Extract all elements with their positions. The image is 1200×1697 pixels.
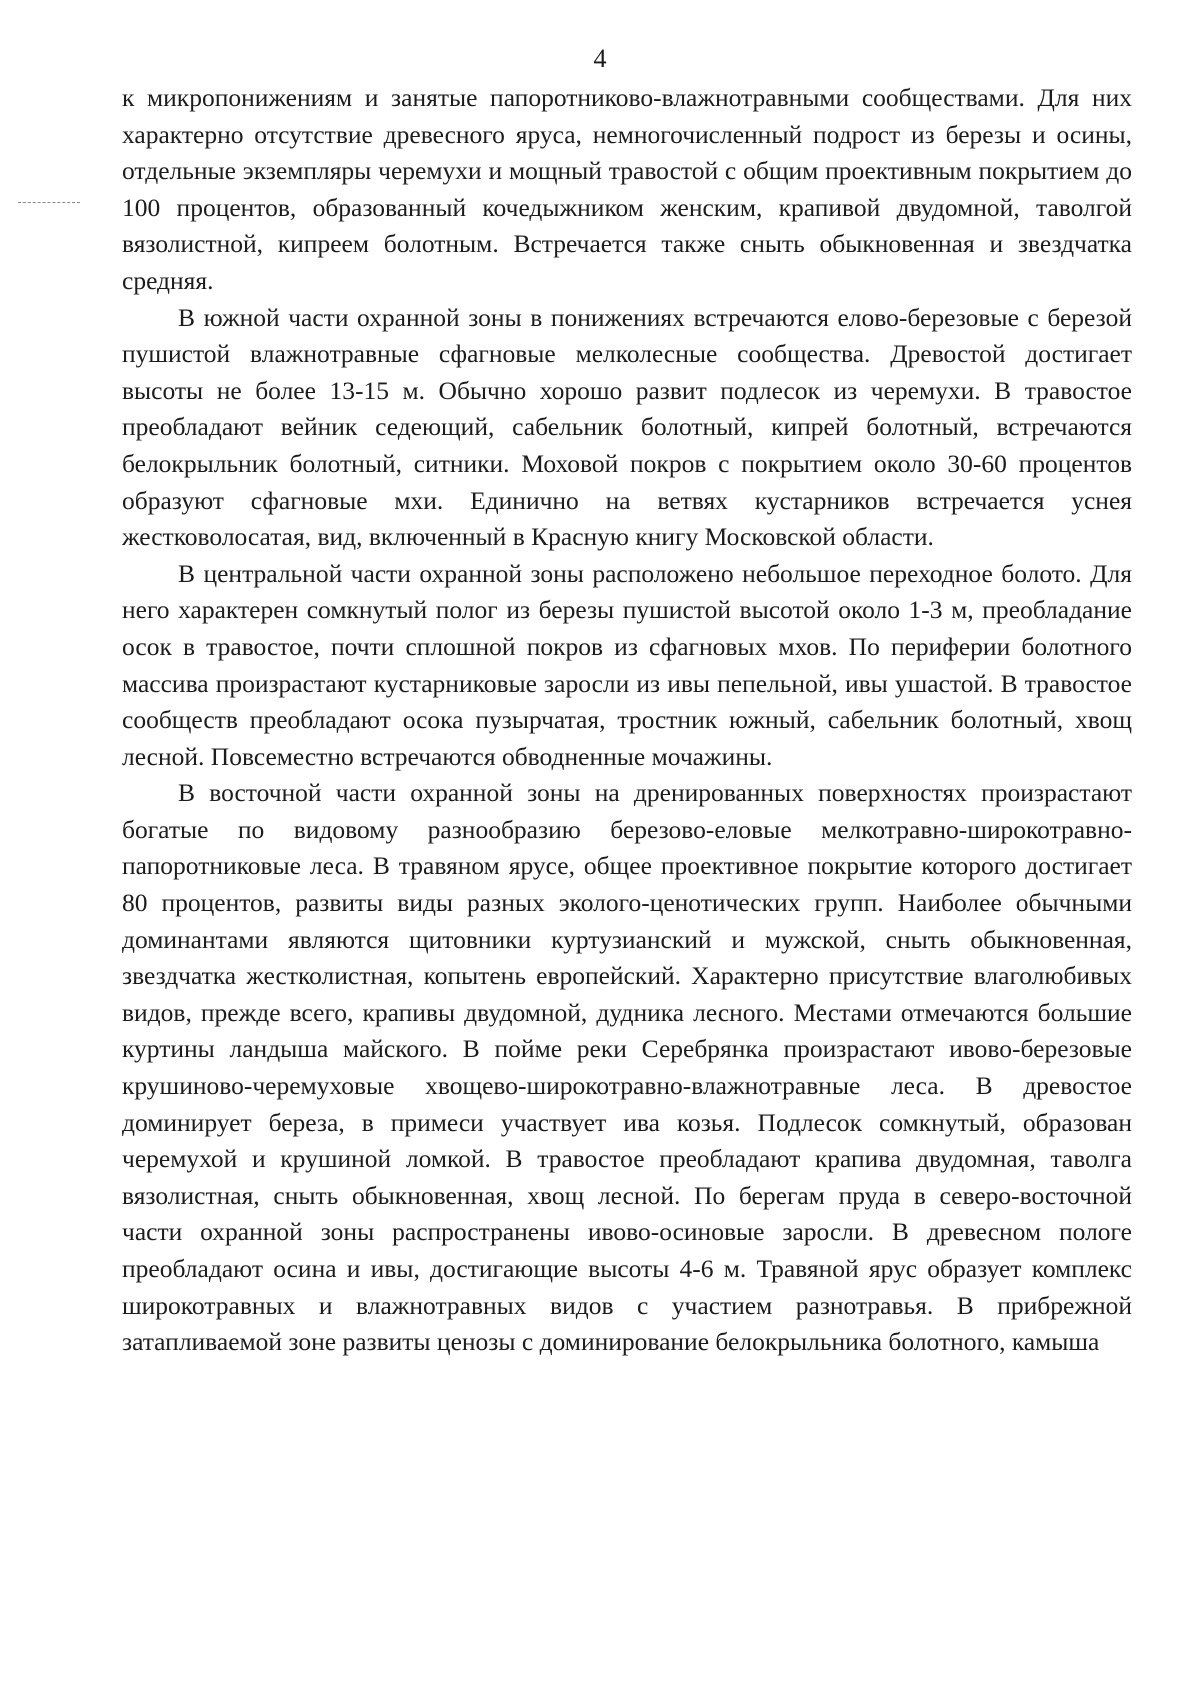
document-body: [122, 80, 1132, 1361]
paragraph-continuation: к микропонижениям и занятые папоротниково-влажнотравными сообществами. Для них характерно отсутствие древесного яруса, немногочисленный подрост из березы и осины, отдельные экземпляры черемухи и мощный травостой с общим проективным покрытием до 100 процентов, образованный кочедыжником женским, крапивой двудомной, таволгой вязолистной, кипреем болотным. Встречается также сныть обыкновенная и звездчатка средняя.: [122, 83, 1132, 295]
margin-scan-mark: [18, 202, 80, 203]
paragraph-southern-part: В южной части охранной зоны в понижениях встречаются елово-березовые с березой пушистой влажнотравные сфагновые мелколесные сообщества. Древостой достигает высоты не более 13-15 м. Обычно хорошо развит подлесок из черемухи. В травостое преобладают вейник седеющий, сабельник болотный, кипрей болотный, встречаются белокрыльник болотный, ситники. Моховой покров с покрытием около 30-60 процентов образуют сфагновые мхи. Единично на ветвях кустарников встречается уснея жестковолосатая, вид, включенный в Красную книгу Московской области.: [122, 302, 1132, 552]
paragraph-eastern-part: В восточной части охранной зоны на дренированных поверхностях произрастают богатые по видовому разнообразию березово-еловые мелкотравно-широкотравно-папоротниковые леса. В травяном ярусе, общее проективное покрытие которого достигает 80 процентов, развиты виды разных эколого-ценотических групп. Наиболее обычными доминантами являются щитовники куртузианский и мужской, сныть обыкновенная, звездчатка жестколистная, копытень европейский. Характерно присутствие влаголюбивых видов, прежде всего, крапивы двудомной, дудника лесного. Местами отмечаются большие куртины ландыша майского. В пойме реки Серебрянка произрастают ивово-березовые крушиново-черемуховые хвощево-широкотравно-влажнотравные леса. В древостое доминирует береза, в примеси участвует ива козья. Подлесок сомкнутый, образован черемухой и крушиной ломкой. В травостое преобладают крапива двудомная, таволга вязолистная, сныть обыкновенная, хвощ лесной. По берегам пруда в северо-восточной части охранной зоны распространены ивово-осиновые заросли. В древесном пологе преобладают осина и ивы, достигающие высоты 4-6 м. Травяной ярус образует комплекс широкотравных и влажнотравных видов с участием разнотравья. В прибрежной затапливаемой зоне развиты ценозы с доминирование белокрыльника болотного, камыша: [122, 778, 1132, 1357]
paragraph-central-part: В центральной части охранной зоны расположено небольшое переходное болото. Для него характерен сомкнутый полог из березы пушистой высотой около 1-3 м, преобладание осок в травостое, почти сплошной покров из сфагновых мхов. По периферии болотного массива произрастают кустарниковые заросли из ивы пепельной, ивы ушастой. В травостое сообществ преобладают осока пузырчатая, тростник южный, сабельник болотный, хвощ лесной. Повсеместно встречаются обводненные мочажины.: [122, 558, 1132, 771]
page-number: 4: [593, 44, 607, 73]
